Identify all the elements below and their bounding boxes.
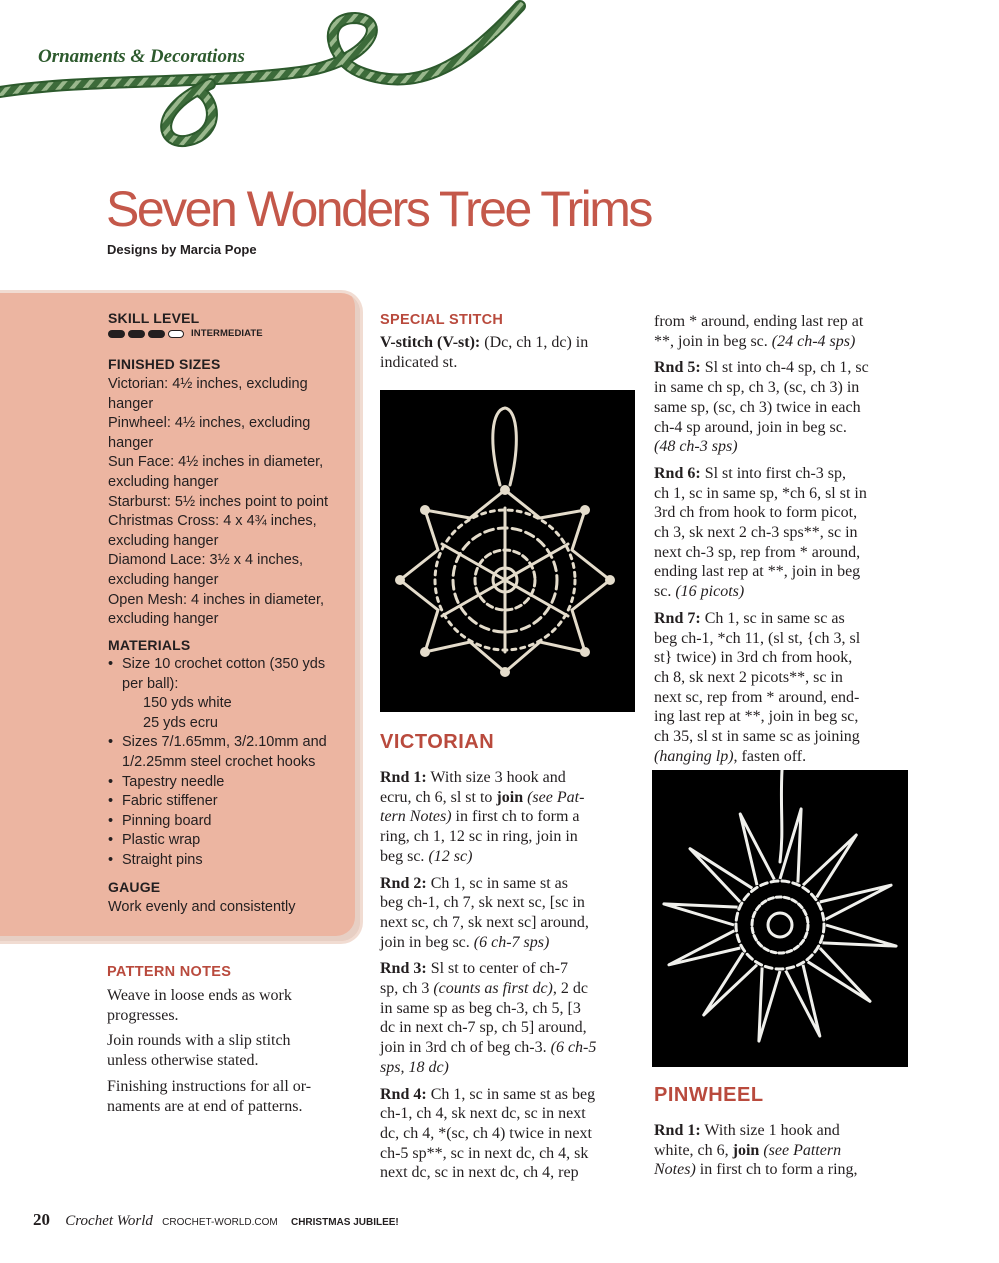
finished-size-line: Christmas Cross: 4 x 4¾ inches, xyxy=(108,513,317,530)
page-number: 20 xyxy=(33,1210,50,1229)
text-run: **, join in beg sc. xyxy=(654,332,772,350)
page-footer xyxy=(33,1210,399,1230)
text-run: ch 35, sl st in same sc as joining xyxy=(654,728,860,746)
bold-term: Rnd 3: xyxy=(380,960,427,978)
text-line xyxy=(654,358,919,378)
text-line xyxy=(380,807,645,827)
text-line xyxy=(380,933,645,953)
pinwheel-rnd-1 xyxy=(654,1121,919,1180)
special-stitch-line xyxy=(380,353,640,373)
text-line xyxy=(380,999,645,1019)
bold-term: join xyxy=(496,788,524,806)
victorian-rnd-2 xyxy=(380,874,645,953)
text-line xyxy=(654,648,919,668)
italic-note: (48 ch-3 sps) xyxy=(654,438,738,456)
bold-term: Rnd 5: xyxy=(654,359,701,377)
materials-block xyxy=(108,637,348,871)
text-run: ch-5 sp**, sc in next dc, ch 4, sk xyxy=(380,1144,589,1162)
special-stitch-body xyxy=(380,333,640,372)
skill-level-label: INTERMEDIATE xyxy=(191,328,263,339)
text-line xyxy=(654,727,919,747)
pinwheel-heading: PINWHEEL xyxy=(654,1084,764,1106)
italic-note: sps, 18 dc) xyxy=(380,1058,449,1076)
text-line xyxy=(380,1104,645,1124)
gauge-heading: GAUGE xyxy=(108,879,161,895)
text-run: ecru, ch 6, sl st to xyxy=(380,788,497,806)
pattern-notes-heading: PATTERN NOTES xyxy=(107,964,232,980)
pinwheel-photo xyxy=(652,770,908,1067)
text-run: next dc, sc in next dc, ch 4, rep xyxy=(380,1164,579,1182)
pinwheel-ray xyxy=(786,965,820,1036)
text-line xyxy=(654,688,919,708)
text-run: Ch 1, sc in same st as xyxy=(426,874,569,892)
text-line xyxy=(380,959,645,979)
victorian-rnd-4-cont xyxy=(654,312,919,351)
skill-level-block xyxy=(108,310,348,339)
text-line xyxy=(654,668,919,688)
italic-note: (6 ch-5 xyxy=(550,1039,597,1057)
italic-note: (hanging lp) xyxy=(654,747,734,765)
text-run: join in beg sc. xyxy=(380,933,474,951)
skill-seg-filled xyxy=(148,330,165,338)
text-run: dc, ch 4, *(sc, ch 4) twice in next xyxy=(380,1124,592,1142)
byline: Designs by Marcia Pope xyxy=(107,242,257,257)
pinwheel-ray xyxy=(690,849,752,902)
pinwheel-ray xyxy=(704,953,757,1015)
material-item: per ball): xyxy=(122,675,179,692)
text-run: 3rd ch from hook to form picot, xyxy=(654,504,858,522)
victorian-ornament-image xyxy=(380,390,635,712)
special-stitch-text: indicated st. xyxy=(380,353,458,371)
text-line xyxy=(654,1141,919,1161)
finished-size-line: excluding hanger xyxy=(108,473,219,490)
text-run: Ch 1, sc in same sc as xyxy=(700,609,845,627)
text-run: With size 3 hook and xyxy=(426,769,566,786)
text-run: next ch-3 sp, rep from * around, xyxy=(654,543,861,561)
text-run: beg ch-1, ch 7, sk next sc, [sc in xyxy=(380,894,585,912)
text-line xyxy=(654,503,919,523)
skill-seg-empty xyxy=(168,330,184,338)
issue-name: CHRISTMAS JUBILEE! xyxy=(290,1217,399,1228)
text-run: next sc, rep from * around, end- xyxy=(654,688,860,706)
text-run: ing last rep at **, join in beg sc, xyxy=(654,708,859,726)
gauge-text: Work evenly and consistently xyxy=(108,899,296,915)
pattern-note-line: unless otherwise stated. xyxy=(107,1052,259,1070)
text-line xyxy=(654,582,919,602)
pinwheel-instructions xyxy=(654,1121,919,1180)
text-line xyxy=(654,629,919,649)
bold-term: Rnd 4: xyxy=(380,1085,427,1103)
pinwheel-ray xyxy=(669,931,740,965)
text-line xyxy=(654,312,919,332)
text-run: , fasten off. xyxy=(733,747,807,765)
text-line xyxy=(380,1085,645,1105)
italic-note: (12 sc) xyxy=(428,847,473,865)
text-line xyxy=(380,847,645,867)
finished-sizes-list xyxy=(108,375,348,630)
victorian-photo xyxy=(380,390,635,712)
victorian-rnd-1 xyxy=(380,768,645,867)
italic-note: (counts as first dc) xyxy=(433,980,553,998)
text-line xyxy=(380,979,645,999)
skill-seg-filled xyxy=(128,330,145,338)
text-line xyxy=(380,1144,645,1164)
text-line xyxy=(654,609,919,629)
text-line xyxy=(654,707,919,727)
material-item: • Sizes 7/1.65mm, 3/2.10mm and xyxy=(108,733,348,753)
text-line xyxy=(654,484,919,504)
text-line xyxy=(654,378,919,398)
text-run: in first ch to form a xyxy=(451,808,580,826)
pattern-notes-body xyxy=(107,986,367,1116)
text-run: same sp, (sc, ch 3) twice in each xyxy=(654,398,861,416)
special-stitch xyxy=(380,312,640,372)
text-run: ch 8, sk next 2 picots**, sc in xyxy=(654,668,843,686)
text-run: beg sc. xyxy=(380,847,429,865)
page-title: Seven Wonders Tree Trims xyxy=(106,181,651,237)
text-line xyxy=(380,913,645,933)
material-item: 150 yds white xyxy=(143,695,232,712)
material-item: 1/2.25mm steel crochet hooks xyxy=(122,753,316,770)
finished-sizes-heading: FINISHED SIZES xyxy=(108,356,221,372)
finished-size-line: Pinwheel: 4½ inches, excluding xyxy=(108,415,311,432)
text-line xyxy=(654,418,919,438)
italic-note: (see Pat- xyxy=(523,788,585,806)
pinwheel-ray xyxy=(740,814,774,885)
rope-decoration xyxy=(0,0,530,150)
text-run: from * around, ending last rep at xyxy=(654,313,864,330)
italic-note: Notes) xyxy=(654,1161,696,1179)
materials-list xyxy=(108,655,348,871)
text-line xyxy=(654,1121,919,1141)
text-line xyxy=(654,437,919,457)
pattern-note-paragraph xyxy=(107,1077,367,1116)
text-line xyxy=(380,1018,645,1038)
special-stitch-line xyxy=(380,333,640,353)
text-run: Sl st into ch-4 sp, ch 1, sc xyxy=(700,359,869,377)
italic-note: (6 ch-7 sps) xyxy=(473,933,550,951)
bold-term: Rnd 7: xyxy=(654,609,701,627)
finished-size-line: Victorian: 4½ inches, excluding xyxy=(108,376,308,392)
material-item: • Fabric stiffener xyxy=(108,792,348,812)
text-run: , 2 dc xyxy=(552,980,588,998)
victorian-rnd-7 xyxy=(654,609,919,767)
text-run: ending last rep at **, join in beg xyxy=(654,563,861,581)
victorian-rnd-4 xyxy=(380,1085,645,1184)
finished-sizes-block xyxy=(108,356,348,630)
pinwheel-ray xyxy=(808,948,870,1001)
text-run: Ch 1, sc in same st as beg xyxy=(426,1085,596,1103)
text-run: next sc, ch 7, sk next sc] around, xyxy=(380,913,589,931)
victorian-rnd-6 xyxy=(654,464,919,602)
text-run: Sl st to center of ch-7 xyxy=(426,960,568,978)
pattern-note-line: Finishing instructions for all or- xyxy=(107,1077,312,1095)
pinwheel-ray xyxy=(820,885,891,919)
special-stitch-name: V-stitch (V-st): xyxy=(380,334,481,351)
text-line xyxy=(654,747,919,767)
text-line xyxy=(380,768,645,788)
skill-level-meter xyxy=(108,328,348,339)
text-run: in same ch sp, ch 3, (sc, ch 3) in xyxy=(654,379,860,397)
section-label: Ornaments & Decorations xyxy=(38,46,245,67)
magazine-url: CROCHET-WORLD.COM xyxy=(162,1217,278,1228)
material-item: • Size 10 crochet cotton (350 yds xyxy=(108,655,348,675)
pattern-note-line: Join rounds with a slip stitch xyxy=(107,1032,291,1050)
text-run: ch-4 sp around, join in beg sc. xyxy=(654,418,847,436)
pinwheel-ray xyxy=(803,835,856,897)
pattern-notes xyxy=(107,964,367,1122)
italic-note: (see Pattern xyxy=(759,1141,842,1159)
text-run: ch 1, sc in same sp, *ch 6, sl st in xyxy=(654,484,867,502)
finished-size-line: hanger xyxy=(108,434,154,451)
skill-level-heading: SKILL LEVEL xyxy=(108,310,200,326)
italic-note: tern Notes) xyxy=(380,808,452,826)
gauge-block xyxy=(108,879,348,918)
text-line xyxy=(654,543,919,563)
text-run: dc in next ch-7 sp, ch 5] around, xyxy=(380,1019,587,1037)
bold-term: join xyxy=(732,1141,760,1159)
material-item: • Plastic wrap xyxy=(108,831,348,851)
pattern-note-paragraph xyxy=(107,1031,367,1070)
text-line xyxy=(380,827,645,847)
text-run: With size 1 hook and xyxy=(700,1122,840,1139)
pattern-note-paragraph xyxy=(107,986,367,1025)
text-line xyxy=(654,1160,919,1180)
text-line xyxy=(380,1124,645,1144)
text-run: in first ch to form a ring, xyxy=(695,1161,858,1179)
victorian-instructions xyxy=(380,768,645,1183)
victorian-rnd-5 xyxy=(654,358,919,457)
text-line xyxy=(380,1058,645,1078)
italic-note: (16 picots) xyxy=(675,583,745,601)
material-item: • Pinning board xyxy=(108,812,348,832)
finished-size-line: Sun Face: 4½ inches in diameter, xyxy=(108,454,324,471)
text-run: ch 3, sk next 2 ch-3 sps**, sc in xyxy=(654,524,858,542)
material-item: • Tapestry needle xyxy=(108,773,348,793)
text-run: ring, ch 1, 12 sc in ring, join in xyxy=(380,828,578,846)
finished-size-line: excluding hanger xyxy=(108,571,219,588)
text-line xyxy=(380,874,645,894)
text-run: sc. xyxy=(654,583,676,601)
pinwheel-ray xyxy=(664,904,738,925)
material-item: • Straight pins xyxy=(108,851,348,871)
text-run: white, ch 6, xyxy=(654,1141,733,1159)
victorian-rnd-3 xyxy=(380,959,645,1077)
text-line xyxy=(654,332,919,352)
text-run: Sl st into first ch-3 sp, xyxy=(700,464,847,482)
text-run: sp, ch 3 xyxy=(380,980,434,998)
pinwheel-ray xyxy=(822,925,896,946)
italic-note: (24 ch-4 sps) xyxy=(771,332,856,350)
text-run: beg ch-1, *ch 11, (sl st, {ch 3, sl xyxy=(654,629,861,647)
text-line xyxy=(654,562,919,582)
bold-term: Rnd 2: xyxy=(380,874,427,892)
text-run: ch-1, ch 4, sk next dc, sc in next xyxy=(380,1105,586,1123)
text-line xyxy=(380,1038,645,1058)
pattern-note-line: naments are at end of patterns. xyxy=(107,1097,303,1115)
text-line xyxy=(380,893,645,913)
special-stitch-text: (Dc, ch 1, dc) in xyxy=(480,334,589,351)
text-line xyxy=(380,788,645,808)
pattern-note-line: Weave in loose ends as work xyxy=(107,987,292,1004)
text-run: in same sp as beg ch-3, ch 5, [3 xyxy=(380,999,581,1017)
bold-term: Rnd 1: xyxy=(654,1122,701,1139)
text-line xyxy=(654,398,919,418)
material-item: 25 yds ecru xyxy=(143,714,218,731)
materials-heading: MATERIALS xyxy=(108,637,191,653)
victorian-instructions-cont xyxy=(654,312,919,766)
pinwheel-ornament-image xyxy=(652,770,908,1067)
special-stitch-heading: SPECIAL STITCH xyxy=(380,312,504,328)
text-line xyxy=(654,523,919,543)
finished-size-line: Open Mesh: 4 inches in diameter, xyxy=(108,591,325,608)
magazine-name: Crochet World xyxy=(65,1213,153,1229)
text-line xyxy=(380,1163,645,1183)
finished-size-line: Starburst: 5½ inches point to point xyxy=(108,493,329,510)
finished-size-line: hanger xyxy=(108,395,154,412)
text-line xyxy=(654,464,919,484)
bold-term: Rnd 1: xyxy=(380,769,427,786)
bold-term: Rnd 6: xyxy=(654,464,701,482)
finished-size-line: excluding hanger xyxy=(108,532,219,549)
pattern-note-line: progresses. xyxy=(107,1006,179,1024)
skill-seg-filled xyxy=(108,330,125,338)
finished-size-line: Diamond Lace: 3½ x 4 inches, xyxy=(108,552,304,569)
victorian-heading: VICTORIAN xyxy=(380,731,495,753)
finished-size-line: excluding hanger xyxy=(108,611,219,628)
pinwheel-ray xyxy=(759,967,780,1041)
text-run: st} twice) in 3rd ch from hook, xyxy=(654,649,853,667)
text-run: join in 3rd ch of beg ch-3. xyxy=(380,1039,551,1057)
